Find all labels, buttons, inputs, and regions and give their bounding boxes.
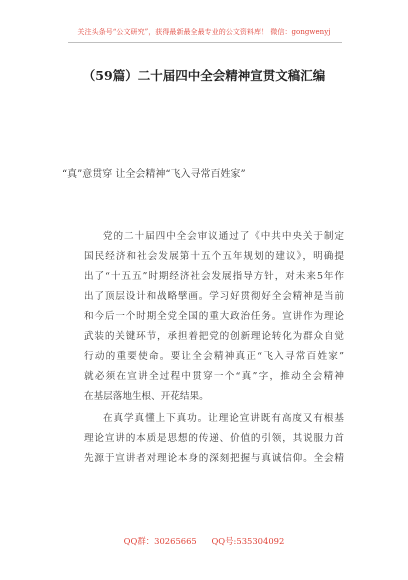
paragraph-line: 党的二十届四中全会审议通过了《中共中央关于制定 — [103, 231, 344, 242]
paragraph-1 — [84, 227, 344, 407]
paragraph-line: 就必须在宣讲全过程中贯穿一个“真”字，推动全会精神 — [84, 371, 344, 382]
paragraph-line: 在真学真懂上下真功。让理论宣讲既有高度又有根基 — [103, 413, 344, 424]
document-title: （59篇）二十届四中全会精神宣贯文稿汇编 — [82, 68, 326, 83]
qq-number-text: QQ号:535304092 — [211, 536, 285, 546]
qq-group-text: QQ群：30265665 — [123, 536, 197, 546]
header-banner: 关注头条号“公文研究”，获得最新最全最专业的公文资料库！ 微信：gongwenyj — [77, 28, 331, 36]
footer-contact — [0, 535, 408, 547]
header-divider — [68, 42, 342, 43]
paragraph-line: 在基层落地生根、开花结果。 — [84, 391, 209, 402]
paragraph-line: 出了顶层设计和战略擘画。学习好贯彻好全会精神是当前 — [84, 291, 344, 302]
paragraph-line: 行动的重要使命。要让全会精神真正“飞入寻常百姓家” — [84, 351, 344, 362]
paragraph-line: 国民经济和社会发展第十五个五年规划的建议》，明确提 — [84, 251, 344, 262]
paragraph-line: 理论宣讲的本质是思想的传递、价值的引领，其说服力首 — [84, 433, 344, 444]
section-heading: “真”意贯穿 让全会精神“飞入寻常百姓家” — [62, 169, 246, 180]
paragraph-line: 和今后一个时期全党全国的重大政治任务。宣讲作为理论 — [84, 311, 344, 322]
paragraph-line: 武装的关键环节，承担着把党的创新理论转化为群众自觉 — [84, 331, 344, 342]
paragraph-line: 先源于宣讲者对理论本身的深刻把握与真诚信仰。全会精 — [84, 453, 344, 464]
paragraph-2 — [84, 409, 344, 469]
paragraph-line: 出了“十五五”时期经济社会发展指导方针，对未来5年作 — [84, 271, 344, 282]
